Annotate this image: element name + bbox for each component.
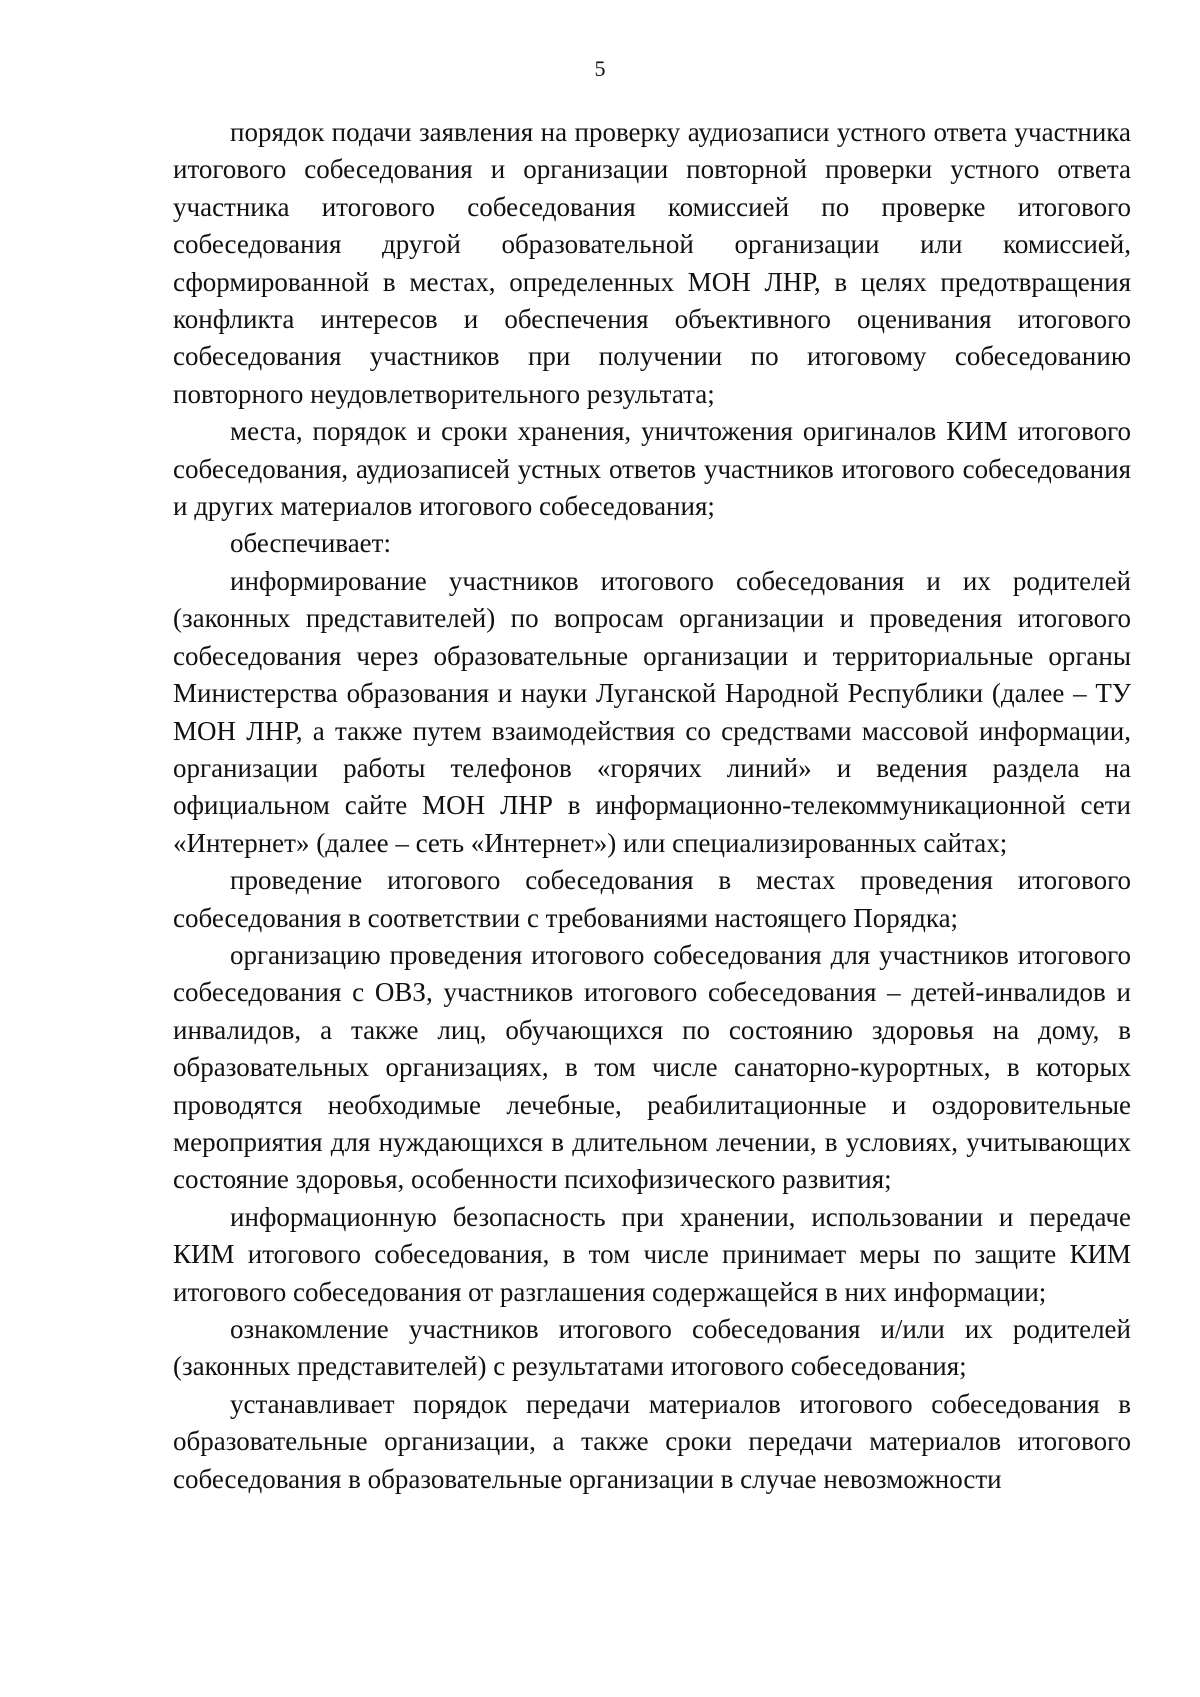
paragraph-results-familiarization: ознакомление участников итогового собеседования и/или их родителей (законных представителей) с результатами итогового собеседования; xyxy=(173,1314,1131,1382)
paragraph-info-security: информационную безопасность при хранении, использовании и передаче КИМ итогового собеседования, в том числе принимает меры по защите КИМ итогового собеседования от разглашения содержащейся в них информации; xyxy=(173,1201,1131,1307)
paragraph-appeal-procedure: порядок подачи заявления на проверку аудиозаписи устного ответа участника итогового собеседования и организации повторной проверки устного ответа участника итогового собеседования комиссией по проверке итогового собеседования другой образовательной организации или комиссией, сформированной в местах, определенных МОН ЛНР, в целях предотвращения конфликта интересов и обеспечения объективного оценивания итогового собеседования участников при получении по итоговому собеседованию повторного неудовлетворительного результата; xyxy=(173,117,1131,409)
page-number: 5 xyxy=(594,56,606,81)
document-body xyxy=(173,114,1131,1498)
paragraph-storage-terms: места, порядок и сроки хранения, уничтожения оригиналов КИМ итогового собеседования, аудиозаписей устных ответов участников итогового собеседования и других материалов итогового собеседования; xyxy=(173,416,1131,522)
paragraph-conducting: проведение итогового собеседования в местах проведения итогового собеседования в соответствии с требованиями настоящего Порядка; xyxy=(173,865,1131,933)
paragraph-informing: информирование участников итогового собеседования и их родителей (законных представителей) по вопросам организации и проведения итогового собеседования через образовательные организации и территориальные органы Министерства образования и науки Луганской Народной Республики (далее – ТУ МОН ЛНР, а также путем взаимодействия со средствами массовой информации, организации работы телефонов «горячих линий» и ведения раздела на официальном сайте МОН ЛНР в информационно-телекоммуникационной сети «Интернет» (далее – сеть «Интернет») или специализированных сайтах; xyxy=(173,565,1131,858)
paragraph-materials-transfer: устанавливает порядок передачи материалов итогового собеседования в образовательные организации, а также сроки передачи материалов итогового собеседования в образовательные организации в случае невозможности xyxy=(173,1388,1131,1494)
paragraph-provides-heading: обеспечивает: xyxy=(230,528,391,559)
paragraph-ovz-organization: организацию проведения итогового собеседования для участников итогового собеседования с ОВЗ, участников итогового собеседования – детей-инвалидов и инвалидов, а также лиц, обучающихся по состоянию здоровья на дому, в образовательных организациях, в том числе санаторно-курортных, в которых проводятся необходимые лечебные, реабилитационные и оздоровительные мероприятия для нуждающихся в длительном лечении, в условиях, учитывающих состояние здоровья, особенности психофизического развития; xyxy=(173,939,1131,1195)
